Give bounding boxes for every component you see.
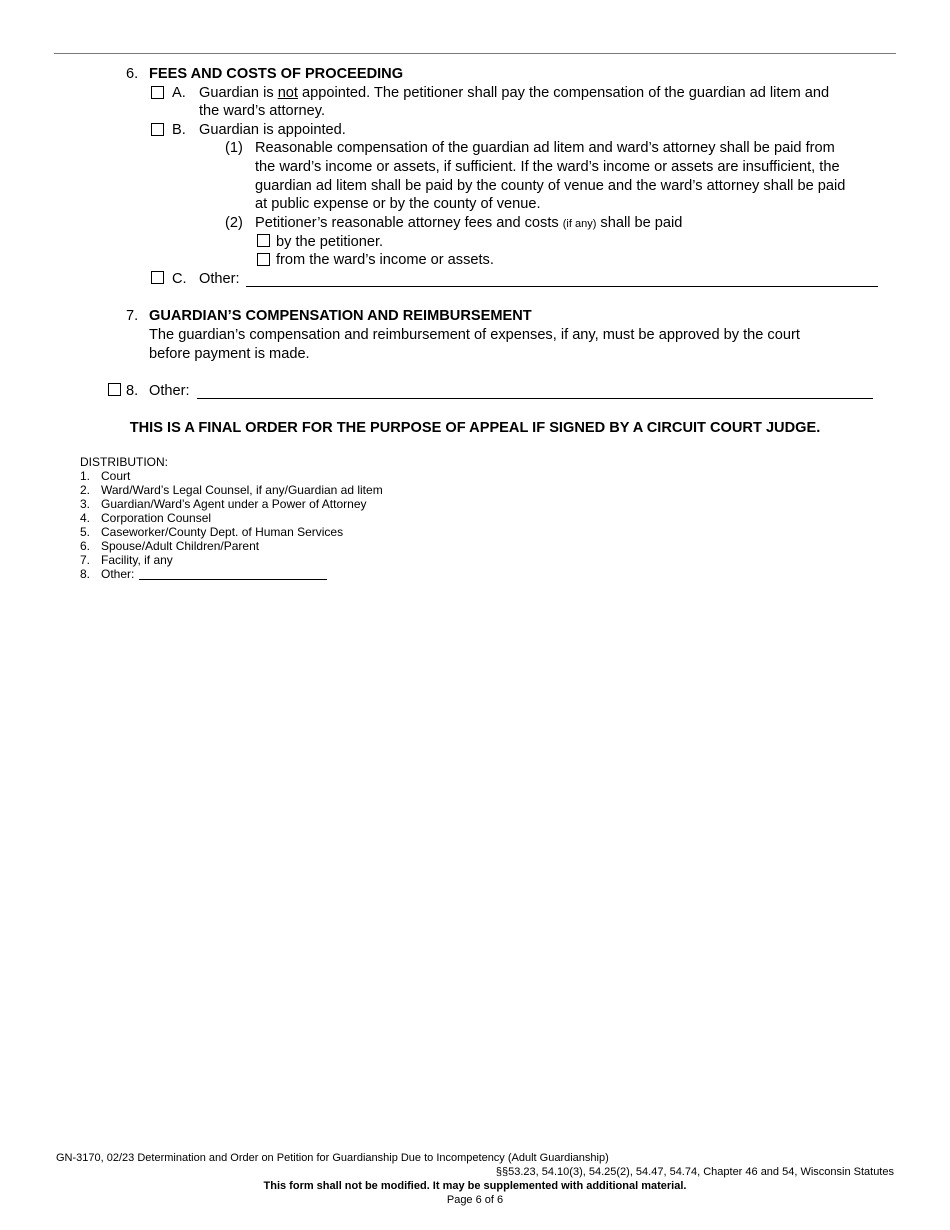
distribution-other-line[interactable] <box>139 579 327 580</box>
section-7-line2: before payment is made. <box>149 346 310 362</box>
section-6b-item2-if-any: (if any) <box>562 218 597 230</box>
checkbox-6a[interactable] <box>151 86 164 99</box>
section-6a-letter: A. <box>172 85 186 101</box>
footer-form-id: GN-3170, 02/23 Determination and Order on Petition for Guardianship Due to Incompetency (Adult Guardianship) <box>56 1152 609 1164</box>
distribution-num-5: 5. <box>80 525 91 539</box>
section-6-title: FEES AND COSTS OF PROCEEDING <box>149 66 404 82</box>
checkbox-6b2-ward-assets[interactable] <box>257 253 270 266</box>
distribution-num-1: 1. <box>80 469 91 483</box>
checkbox-6b2-petitioner[interactable] <box>257 234 270 247</box>
footer-page-number: Page 6 of 6 <box>446 1194 504 1206</box>
final-order-notice: THIS IS A FINAL ORDER FOR THE PURPOSE OF APPEAL IF SIGNED BY A CIRCUIT COURT JUDGE. <box>129 420 821 436</box>
section-6a-text-after: appointed. The petitioner shall pay the compensation of the guardian ad litem and <box>297 85 830 101</box>
section-8-number: 8. <box>126 383 139 399</box>
distribution-num-3: 3. <box>80 497 91 511</box>
section-6b-item1-line2: the ward’s income or assets, if sufficient. If the ward’s income or assets are insufficient, the <box>255 159 840 175</box>
section-6b-item2-text-before: Petitioner’s reasonable attorney fees and costs <box>255 215 563 231</box>
section-6b-item2-text-after: shall be paid <box>596 215 683 231</box>
distribution-num-4: 4. <box>80 511 91 525</box>
footer-statutes: §§53.23, 54.10(3), 54.25(2), 54.47, 54.74, Chapter 46 and 54, Wisconsin Statutes <box>495 1166 894 1178</box>
distribution-num-7: 7. <box>80 553 91 567</box>
section-6a-text-before: Guardian is <box>199 85 278 101</box>
section-6c-other-line[interactable] <box>246 286 878 287</box>
section-7-line1: The guardian’s compensation and reimbursement of expenses, if any, must be approved by the court <box>149 327 800 343</box>
section-6b-letter: B. <box>172 122 186 138</box>
distribution-item-2: Ward/Ward’s Legal Counsel, if any/Guardian ad litem <box>101 483 383 497</box>
section-6a-text-underlined: not <box>277 85 298 101</box>
distribution-num-8: 8. <box>80 567 91 581</box>
section-6b-text: Guardian is appointed. <box>199 122 346 138</box>
checkbox-6c[interactable] <box>151 271 164 284</box>
distribution-item-3: Guardian/Ward’s Agent under a Power of Attorney <box>101 497 367 511</box>
distribution-item-5: Caseworker/County Dept. of Human Services <box>101 525 344 539</box>
section-6b-item2-option1: by the petitioner. <box>276 234 384 250</box>
section-6c-letter: C. <box>172 271 187 287</box>
section-6b-item2-num: (2) <box>225 215 243 231</box>
section-6b-item1-num: (1) <box>225 140 243 156</box>
section-8-other-line[interactable] <box>197 398 873 399</box>
distribution-heading: DISTRIBUTION: <box>80 455 169 469</box>
section-7-number: 7. <box>126 308 139 324</box>
section-8-label: Other: <box>149 383 190 399</box>
section-6b-item1-line1: Reasonable compensation of the guardian ad litem and ward’s attorney shall be paid from <box>255 140 835 156</box>
distribution-num-6: 6. <box>80 539 91 553</box>
section-6a-text <box>199 84 829 103</box>
checkbox-8[interactable] <box>108 383 121 396</box>
distribution-item-4: Corporation Counsel <box>101 511 212 525</box>
distribution-item-8: Other: <box>101 567 135 581</box>
distribution-num-2: 2. <box>80 483 91 497</box>
header-rule <box>54 53 896 54</box>
section-6b-item2-text <box>255 214 682 234</box>
section-6b-item1-line4: at public expense or by the county of venue. <box>255 196 541 212</box>
section-6b-item2-option2: from the ward’s income or assets. <box>276 252 494 268</box>
section-7-title: GUARDIAN’S COMPENSATION AND REIMBURSEMENT <box>149 308 532 324</box>
distribution-item-6: Spouse/Adult Children/Parent <box>101 539 260 553</box>
distribution-item-7: Facility, if any <box>101 553 173 567</box>
section-6-number: 6. <box>126 66 139 82</box>
distribution-item-1: Court <box>101 469 131 483</box>
section-6b-item1-line3: guardian ad litem shall be paid by the county of venue and the ward’s attorney shall be paid <box>255 178 846 194</box>
checkbox-6b[interactable] <box>151 123 164 136</box>
section-6c-label: Other: <box>199 271 240 287</box>
section-6a-text-line2: the ward’s attorney. <box>199 103 326 119</box>
footer-notice: This form shall not be modified. It may be supplemented with additional material. <box>263 1180 687 1192</box>
